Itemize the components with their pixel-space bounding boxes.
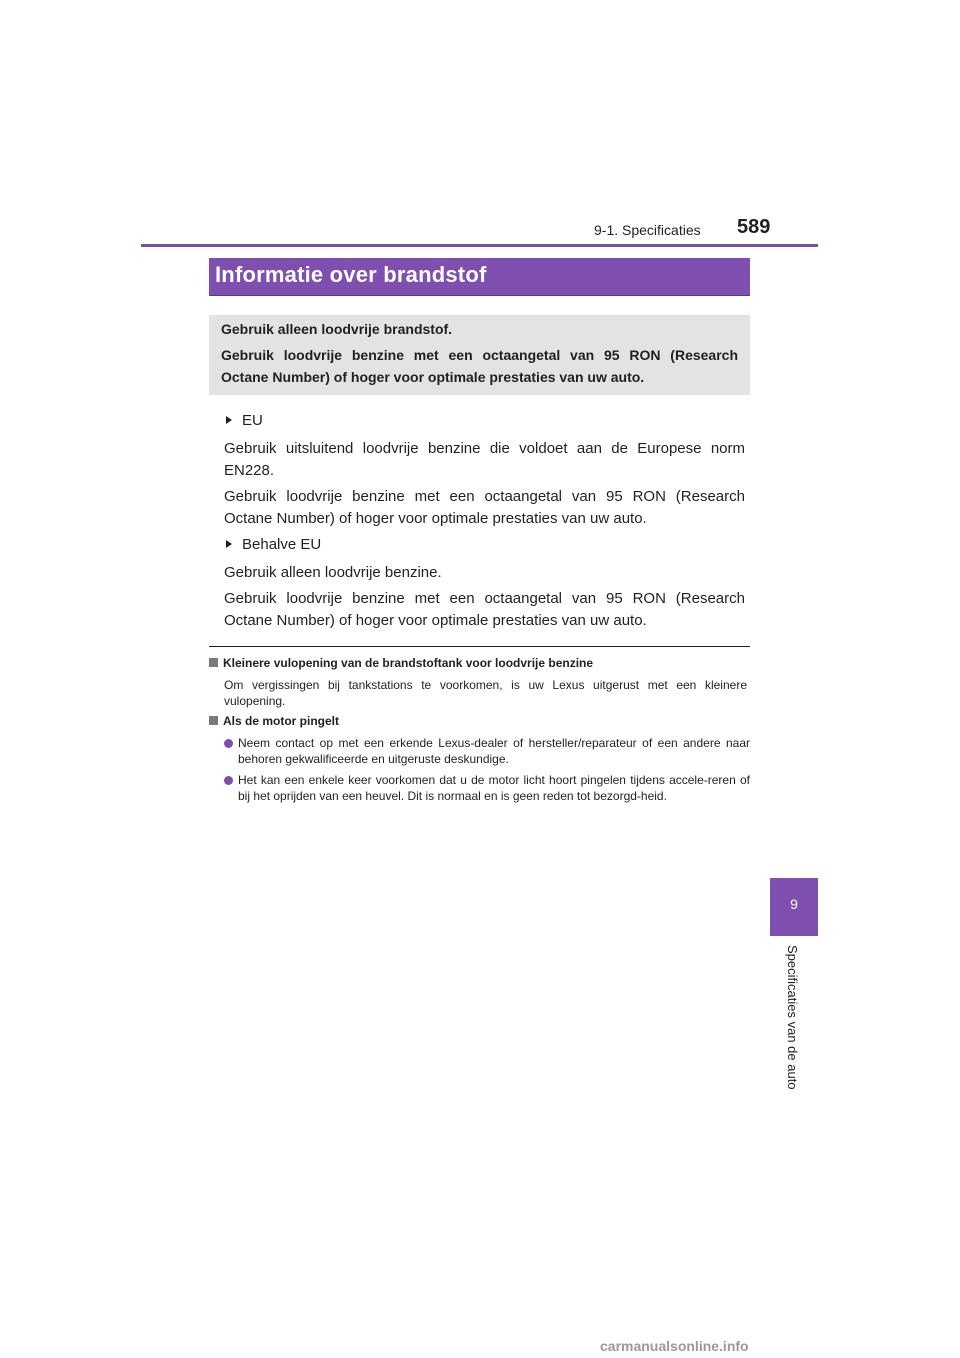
triangle-bullet-icon	[226, 540, 232, 548]
subheading-non-eu	[224, 536, 321, 553]
circle-bullet-icon	[224, 739, 233, 748]
page-title: Informatie over brandstof	[215, 262, 487, 287]
note-heading-filler	[209, 656, 593, 670]
info-line-2b: Octane Number) of hoger voor optimale prestaties van uw auto.	[221, 369, 645, 385]
note-heading-knock	[209, 714, 339, 728]
subheading-eu	[224, 412, 263, 429]
title-bar	[209, 258, 750, 296]
eu-para-1	[224, 438, 745, 482]
knock-bullet-1	[224, 735, 750, 767]
triangle-bullet-icon	[226, 416, 232, 424]
chapter-label: Specificaties van de auto	[785, 945, 800, 1090]
knock-bullet-1-text: Neem contact op met een erkende Lexus-dealer of hersteller/reparateur of een andere naar behoren gekwalificeerde en uitgeruste deskundige.	[238, 736, 750, 766]
non-eu-para-1: Gebruik alleen loodvrije benzine.	[224, 564, 442, 581]
subheading-non-eu-label: Behalve EU	[242, 536, 322, 553]
info-line-2a: Gebruik loodvrije benzine met een octaangetal van 95 RON (Research	[221, 347, 738, 363]
subheading-eu-label: EU	[242, 412, 263, 429]
note-heading-knock-text: Als de motor pingelt	[223, 714, 340, 728]
page-number: 589	[737, 216, 771, 238]
eu-para-2: Gebruik loodvrije benzine met een octaangetal van 95 RON (Research Octane Number) of hoger voor optimale prestaties van uw auto.	[224, 488, 745, 527]
square-bullet-icon	[209, 716, 218, 725]
note-text-filler: Om vergissingen bij tankstations te voorkomen, is uw Lexus uitgerust met een kleinere vulopening.	[224, 678, 747, 708]
info-line-1: Gebruik alleen loodvrije brandstof.	[221, 321, 453, 337]
non-eu-para-2: Gebruik loodvrije benzine met een octaangetal van 95 RON (Research Octane Number) of hoger voor optimale prestaties van uw auto.	[224, 590, 745, 629]
section-label: 9-1. Specificaties	[594, 222, 701, 238]
header-rule	[141, 244, 818, 247]
section-divider	[209, 646, 750, 647]
knock-bullet-2	[224, 772, 750, 804]
circle-bullet-icon	[224, 776, 233, 785]
watermark: carmanualsonline.info	[600, 1338, 749, 1354]
square-bullet-icon	[209, 658, 218, 667]
note-heading-filler-text: Kleinere vulopening van de brandstoftank voor loodvrije benzine	[223, 656, 594, 670]
knock-bullet-2-text: Het kan een enkele keer voorkomen dat u de motor licht hoort pingelen tijdens accele-reren of bij het oprijden van een heuvel. Dit is normaal en is geen reden tot bezorgd-heid.	[238, 773, 750, 803]
chapter-tab	[770, 878, 818, 936]
info-box	[209, 315, 750, 395]
eu-para-1-text: Gebruik uitsluitend loodvrije benzine die voldoet aan de Europese norm EN228.	[224, 440, 745, 479]
chapter-number: 9	[790, 896, 798, 912]
